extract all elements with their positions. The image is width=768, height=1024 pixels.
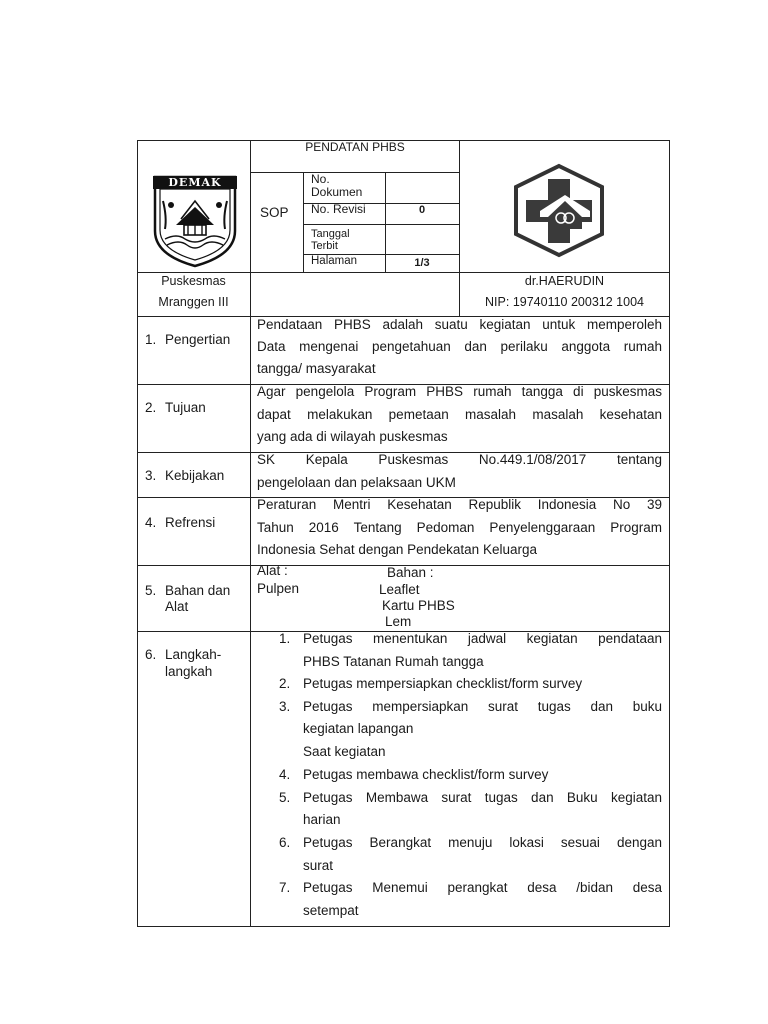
sop-label: SOP xyxy=(260,205,289,220)
section-number: 6. xyxy=(145,647,157,662)
step-line: setempat xyxy=(303,903,359,918)
meta-line-2 xyxy=(303,224,460,225)
sop-document xyxy=(137,140,670,927)
section-label-bahan-line2: Alat xyxy=(165,599,189,614)
puskesmas-name-line2: Mranggen III xyxy=(158,295,229,309)
pengertian-line: tangga/ masyarakat xyxy=(257,361,376,376)
demak-logo-text: DEMAK xyxy=(168,176,222,189)
step-line: PHBS Tatanan Rumah tangga xyxy=(303,654,484,669)
bahan-item: Leaflet xyxy=(379,582,420,597)
no-revisi-label: No. Revisi xyxy=(311,202,366,216)
step-number: 4. xyxy=(279,767,291,782)
no-dokumen-label: No. Dokumen xyxy=(311,172,363,199)
step-number: 3. xyxy=(279,699,291,714)
step-line: surat xyxy=(303,858,334,873)
tujuan-line: yang ada di wilayah puskesmas xyxy=(257,429,448,444)
step-line: Petugas Berangkat menuju lokasi sesuai dengan xyxy=(303,835,662,850)
refrensi-line: Tahun 2016 Tentang Pedoman Penyelenggaraan Program xyxy=(257,520,662,535)
puskesmas-name-line1: Puskesmas xyxy=(161,274,226,288)
tanggal-terbit-label: Tanggal Terbit xyxy=(311,228,350,252)
step-line: Petugas Menemui perangkat desa /bidan desa xyxy=(303,880,662,895)
step-line: Petugas menentukan jadwal kegiatan pendataan xyxy=(303,631,662,646)
pengertian-line: Data mengenai pengetahuan dan perilaku anggota rumah xyxy=(257,339,662,354)
section-label-refrensi: Refrensi xyxy=(165,515,216,530)
section-number: 3. xyxy=(145,468,157,483)
bahan-item: Lem xyxy=(385,614,412,629)
border-bottom xyxy=(137,926,670,927)
section-label-langkah-line1: Langkah- xyxy=(165,647,222,662)
column-divider xyxy=(250,140,251,927)
step-line: Petugas membawa checklist/form survey xyxy=(303,767,549,782)
step-line: Saat kegiatan xyxy=(303,744,386,759)
section-label-kebijakan: Kebijakan xyxy=(165,468,225,483)
step-number: 1. xyxy=(279,631,291,646)
step-number: 2. xyxy=(279,676,291,691)
kebijakan-line: SK Kepala Puskesmas No.449.1/08/2017 tentang xyxy=(257,452,662,467)
section-number: 2. xyxy=(145,400,157,415)
step-line: Petugas mempersiapkan checklist/form survey xyxy=(303,676,583,691)
section-label-tujuan: Tujuan xyxy=(165,400,206,415)
border-left xyxy=(137,140,138,927)
alat-item: Pulpen xyxy=(257,581,300,596)
step-line: Petugas mempersiapkan surat tugas dan buku xyxy=(303,699,662,714)
step-number: 7. xyxy=(279,880,291,895)
pengertian-line: Pendataan PHBS adalah suatu kegiatan untuk memperoleh xyxy=(257,317,662,332)
tujuan-line: Agar pengelola Program PHBS rumah tangga di puskesmas xyxy=(257,384,662,399)
halaman-value: 1/3 xyxy=(414,257,430,269)
document-title: PENDATAN PHBS xyxy=(305,140,405,154)
meta-col-divider-1 xyxy=(303,172,304,273)
step-number: 5. xyxy=(279,790,291,805)
puskesmas-logo xyxy=(510,163,608,258)
border-right xyxy=(669,140,670,927)
section-number: 5. xyxy=(145,583,157,598)
halaman-label: Halaman xyxy=(311,255,358,267)
kebijakan-line: pengelolaan dan pelaksaan UKM xyxy=(257,475,456,490)
signer-name: dr.HAERUDIN xyxy=(524,274,605,288)
refrensi-line: Indonesia Sehat dengan Pendekatan Keluarga xyxy=(257,542,537,557)
no-revisi-value: 0 xyxy=(418,204,426,216)
section-label-pengertian: Pengertian xyxy=(165,332,231,347)
section-number: 4. xyxy=(145,515,157,530)
section-label-langkah-line2: langkah xyxy=(165,664,213,679)
tujuan-line: dapat melakukan pemetaan masalah masalah kesehatan xyxy=(257,407,662,422)
bahan-label: Bahan : xyxy=(387,565,434,580)
bahan-item: Kartu PHBS xyxy=(382,598,455,613)
refrensi-line: Peraturan Mentri Kesehatan Republik Indonesia No 39 xyxy=(257,497,662,512)
section-label-bahan-line1: Bahan dan xyxy=(165,583,231,598)
step-line: Petugas Membawa surat tugas dan Buku kegiatan xyxy=(303,790,662,805)
signer-nip: NIP: 19740110 200312 1004 xyxy=(485,295,644,309)
section-number: 1. xyxy=(145,332,157,347)
step-number: 6. xyxy=(279,835,291,850)
alat-label: Alat : xyxy=(257,563,288,578)
step-line: harian xyxy=(303,812,341,827)
step-line: kegiatan lapangan xyxy=(303,721,414,736)
